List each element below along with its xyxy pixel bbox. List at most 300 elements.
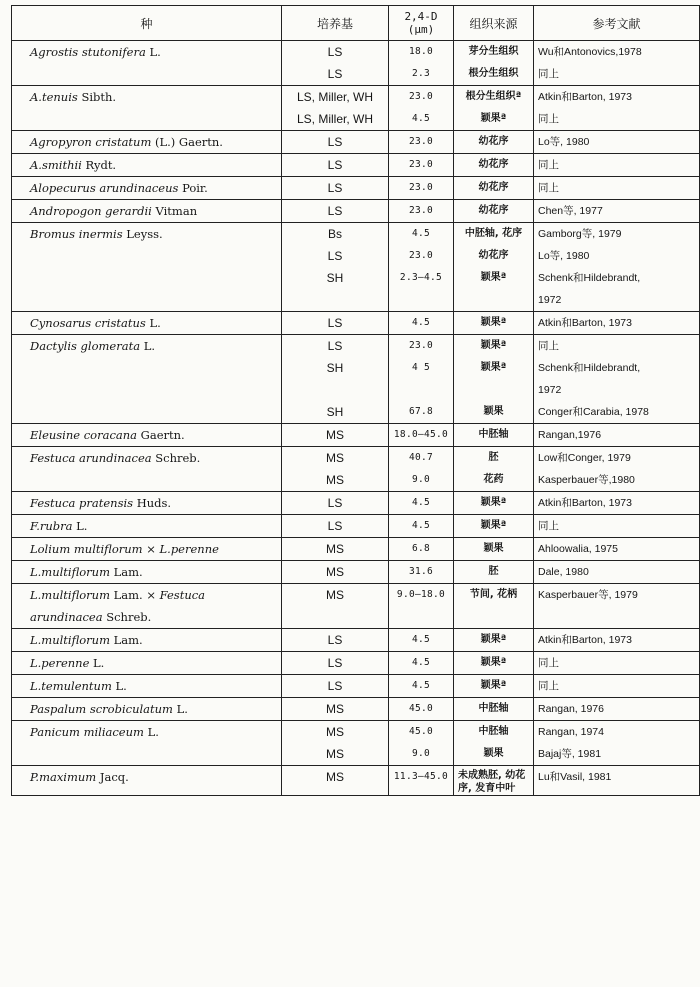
- species-author: L.: [176, 702, 188, 716]
- concentration-cell: [389, 721, 454, 766]
- tissue-cell-value: 幼花序: [478, 182, 509, 193]
- concentration-cell-value: [389, 379, 453, 401]
- reference-cell-value: Rangan, 1974: [538, 726, 604, 738]
- reference-cell-value: Wu和Antonovics,1978: [538, 46, 642, 58]
- species-name: Eleusine coracana: [30, 428, 138, 442]
- concentration-cell: [389, 177, 454, 200]
- medium-cell-value: SH: [326, 361, 344, 375]
- reference-cell: [534, 312, 700, 335]
- medium-cell-value: LS: [327, 679, 343, 693]
- concentration-cell: [389, 447, 454, 492]
- species-line: [30, 86, 281, 108]
- table-row: [12, 675, 700, 698]
- medium-cell: [282, 515, 389, 538]
- species-line: [30, 335, 281, 357]
- reference-cell-value: Low和Conger, 1979: [538, 452, 631, 464]
- reference-cell-value: Schenk和Hildebrandt,: [538, 362, 641, 374]
- species-line: [30, 584, 281, 606]
- concentration-cell-value: 45.0: [408, 726, 434, 737]
- species-author: (L.) Gaertn.: [155, 135, 223, 149]
- reference-cell: [534, 675, 700, 698]
- species-line: [30, 200, 281, 222]
- species-line: [30, 41, 281, 63]
- tissue-cell-value: 幼花序: [478, 250, 509, 261]
- species-author: Huds.: [136, 496, 172, 510]
- medium-cell-value: LS: [327, 181, 343, 195]
- species-cell: [12, 177, 282, 200]
- species-cell: [12, 131, 282, 154]
- species-cell: [12, 492, 282, 515]
- reference-cell: [534, 492, 700, 515]
- concentration-cell-value: 9.0—18.0: [396, 589, 446, 600]
- medium-cell-value: LS: [327, 135, 343, 149]
- medium-cell: [282, 200, 389, 223]
- table-row: [12, 515, 700, 538]
- species-name-3: arundinacea: [30, 610, 103, 624]
- table-row: [12, 131, 700, 154]
- concentration-cell-value: 4.5: [411, 317, 431, 328]
- species-name: F.rubra: [30, 519, 73, 533]
- tissue-cell-value: 花药: [483, 474, 504, 485]
- concentration-cell-value: 2.3: [411, 68, 431, 79]
- species-name: Agrostis stutonifera: [30, 45, 146, 59]
- concentration-cell-value: 23.0: [408, 91, 434, 102]
- medium-cell: [282, 41, 389, 86]
- tissue-cell-value: [454, 379, 533, 401]
- medium-cell-value: LS, Miller, WH: [296, 90, 373, 104]
- tissue-cell: [454, 335, 534, 424]
- reference-cell-value: 同上: [538, 182, 559, 194]
- species-name: L.multiflorum: [30, 633, 110, 647]
- species-cell: [12, 312, 282, 335]
- concentration-cell: [389, 652, 454, 675]
- reference-cell-value: Chen等, 1977: [538, 205, 603, 217]
- species-name: Paspalum scrobiculatum: [30, 702, 173, 716]
- tissue-cell: [454, 312, 534, 335]
- medium-cell: [282, 675, 389, 698]
- concentration-cell: [389, 515, 454, 538]
- reference-cell-value: Dale, 1980: [538, 566, 589, 578]
- concentration-cell-value: 23.0: [408, 250, 434, 261]
- tissue-cell-value: [454, 289, 533, 311]
- species-author: L.: [93, 656, 105, 670]
- medium-cell-value: SH: [326, 405, 344, 419]
- concentration-cell-value: 6.8: [411, 543, 431, 554]
- reference-cell: [534, 86, 700, 131]
- species-line: [30, 629, 281, 651]
- concentration-cell: [389, 766, 454, 796]
- medium-cell-value: LS: [327, 45, 343, 59]
- tissue-cell-value: 颖果: [483, 748, 504, 759]
- tissue-cell-value: 胚: [488, 566, 499, 577]
- table-row: [12, 447, 700, 492]
- tissue-cell: [454, 41, 534, 86]
- reference-cell-value: Conger和Carabia, 1978: [538, 406, 649, 418]
- reference-cell-value: Atkin和Barton, 1973: [538, 317, 632, 329]
- tissue-cell: [454, 698, 534, 721]
- concentration-cell-value: 23.0: [408, 136, 434, 147]
- species-name: Agropyron cristatum: [30, 135, 152, 149]
- tissue-cell: [454, 223, 534, 312]
- table-row: [12, 200, 700, 223]
- concentration-cell-value: 45.0: [408, 703, 434, 714]
- species-name: A.tenuis: [30, 90, 78, 104]
- species-author: L.: [143, 339, 156, 353]
- medium-cell-value: MS: [326, 588, 344, 602]
- tissue-cell-value: 幼花序: [478, 136, 509, 147]
- species-cell: [12, 223, 282, 312]
- tissue-cell-value: 颖果ª: [480, 362, 507, 373]
- species-name: Andropogon gerardii: [30, 204, 152, 218]
- reference-cell-value: 同上: [538, 68, 559, 80]
- species-line-2: [30, 606, 281, 628]
- tissue-cell: [454, 629, 534, 652]
- concentration-cell: [389, 41, 454, 86]
- medium-cell: [282, 177, 389, 200]
- reference-cell: [534, 131, 700, 154]
- medium-cell-value: Bs: [327, 227, 342, 241]
- species-author: Gaertn.: [140, 428, 185, 442]
- tissue-cell-value: 颖果ª: [480, 634, 507, 645]
- reference-cell: [534, 177, 700, 200]
- medium-cell-value: LS: [327, 656, 343, 670]
- species-name: Cynosarus cristatus: [30, 316, 146, 330]
- tissue-cell-value: 幼花序: [478, 159, 509, 170]
- medium-cell-value: MS: [326, 542, 344, 556]
- species-author: L.: [115, 679, 127, 693]
- concentration-cell-value: 4.5: [411, 634, 431, 645]
- reference-cell: [534, 154, 700, 177]
- tissue-cell-value: 颖果ª: [480, 317, 507, 328]
- species-author: L.: [147, 725, 159, 739]
- tissue-cell: [454, 675, 534, 698]
- concentration-cell-value: 2.3—4.5: [399, 272, 443, 283]
- reference-cell-value: 1972: [538, 294, 562, 306]
- table-row: [12, 312, 700, 335]
- medium-cell-value: LS: [327, 496, 343, 510]
- medium-cell-value: MS: [326, 428, 344, 442]
- table-body: [12, 41, 700, 796]
- concentration-cell-value: 31.6: [408, 566, 434, 577]
- medium-cell-value: MS: [326, 565, 344, 579]
- species-cell: [12, 86, 282, 131]
- species-name: Bromus inermis: [30, 227, 123, 241]
- tissue-cell-value: 颖果ª: [480, 272, 507, 283]
- species-line: [30, 492, 281, 514]
- reference-cell: [534, 561, 700, 584]
- concentration-cell-value: 4.5: [411, 228, 431, 239]
- table-row: [12, 41, 700, 86]
- species-cell: [12, 766, 282, 796]
- concentration-cell: [389, 154, 454, 177]
- species-name: L.perenne: [30, 656, 90, 670]
- concentration-cell-value: 4.5: [411, 497, 431, 508]
- concentration-cell: [389, 538, 454, 561]
- concentration-cell-value: 40.7: [408, 452, 434, 463]
- tissue-cell: [454, 154, 534, 177]
- table-row: [12, 86, 700, 131]
- reference-cell-value: Ahloowalia, 1975: [538, 543, 618, 555]
- medium-cell-value: LS, Miller, WH: [296, 112, 373, 126]
- table-row: [12, 721, 700, 766]
- concentration-cell-value: 18.0—45.0: [393, 429, 449, 440]
- tissue-cell-value: 节间, 花柄: [469, 589, 518, 600]
- header-concentration: [389, 6, 454, 41]
- table-row: [12, 177, 700, 200]
- species-author-2: Schreb.: [106, 610, 152, 624]
- concentration-cell-value: 4.5: [411, 113, 431, 124]
- tissue-cell-value: 颖果ª: [480, 497, 507, 508]
- species-cell: [12, 721, 282, 766]
- concentration-cell: [389, 223, 454, 312]
- tissue-cell-value: [454, 606, 533, 628]
- medium-cell: [282, 492, 389, 515]
- species-line: [30, 447, 281, 469]
- medium-cell-value: MS: [326, 747, 344, 761]
- concentration-cell: [389, 492, 454, 515]
- reference-cell-value: Atkin和Barton, 1973: [538, 497, 632, 509]
- concentration-cell-value: 23.0: [408, 182, 434, 193]
- medium-cell: [282, 447, 389, 492]
- reference-cell-value: 同上: [538, 520, 559, 532]
- table-row: [12, 154, 700, 177]
- medium-cell: [282, 561, 389, 584]
- medium-cell-value: LS: [327, 67, 343, 81]
- concentration-cell-value: 11.3—45.0: [393, 771, 449, 782]
- header-medium: 培养基: [282, 6, 389, 41]
- reference-cell: [534, 766, 700, 796]
- header-tissue: 组织来源: [454, 6, 534, 41]
- reference-cell-value: Kasperbauer等,1980: [538, 474, 635, 486]
- concentration-cell: [389, 561, 454, 584]
- medium-cell-value: LS: [327, 633, 343, 647]
- species-author: Lam. ×: [113, 588, 156, 602]
- header-conc-line2: (μm): [407, 23, 435, 36]
- reference-cell-value: Rangan,1976: [538, 429, 602, 441]
- reference-cell-value: Atkin和Barton, 1973: [538, 91, 632, 103]
- concentration-cell-value: [389, 606, 453, 628]
- species-name-2: Festuca: [159, 588, 206, 602]
- tissue-cell-value: 颖果: [483, 543, 504, 554]
- reference-cell: [534, 584, 700, 629]
- table-row: [12, 698, 700, 721]
- tissue-cell: [454, 86, 534, 131]
- reference-cell-value: Lo等, 1980: [538, 250, 590, 262]
- reference-cell: [534, 424, 700, 447]
- species-line: [30, 538, 281, 560]
- species-line: [30, 131, 281, 153]
- medium-cell-value: MS: [326, 702, 344, 716]
- medium-cell: [282, 223, 389, 312]
- medium-cell: [282, 721, 389, 766]
- tissue-cell: [454, 561, 534, 584]
- tissue-cell-value: 芽分生组织: [468, 46, 519, 57]
- concentration-cell-value: 23.0: [408, 340, 434, 351]
- tissue-cell: [454, 177, 534, 200]
- tissue-cell: [454, 721, 534, 766]
- header-species: 种: [12, 6, 282, 41]
- concentration-cell-value: 23.0: [408, 159, 434, 170]
- reference-cell-value: Gamborg等, 1979: [538, 228, 622, 240]
- species-name: L.multiflorum: [30, 588, 110, 602]
- medium-cell: [282, 312, 389, 335]
- header-conc-line1: 2,4-D: [404, 10, 438, 23]
- medium-cell: [282, 629, 389, 652]
- concentration-cell: [389, 698, 454, 721]
- tissue-cell-value: 颖果ª: [480, 657, 507, 668]
- reference-cell: [534, 200, 700, 223]
- medium-cell: [282, 538, 389, 561]
- medium-cell: [282, 335, 389, 424]
- reference-cell-value: 同上: [538, 159, 559, 171]
- tissue-cell: [454, 766, 534, 796]
- medium-cell-value: LS: [327, 158, 343, 172]
- species-cell: [12, 629, 282, 652]
- concentration-cell: [389, 131, 454, 154]
- species-cell: [12, 41, 282, 86]
- tissue-cell: [454, 131, 534, 154]
- reference-cell-value: 同上: [538, 113, 559, 125]
- medium-cell-value: [282, 379, 388, 401]
- table-row: [12, 492, 700, 515]
- table-row: [12, 652, 700, 675]
- reference-cell: [534, 698, 700, 721]
- medium-cell-value: MS: [326, 725, 344, 739]
- reference-cell-value: Rangan, 1976: [538, 703, 604, 715]
- tissue-cell: [454, 492, 534, 515]
- medium-cell-value: LS: [327, 316, 343, 330]
- tissue-cell-value: 中胚轴, 花序: [464, 228, 523, 239]
- concentration-cell-value: 4 5: [411, 362, 431, 373]
- reference-cell-value: Lu和Vasil, 1981: [538, 771, 612, 783]
- species-line: [30, 515, 281, 537]
- table-row: [12, 584, 700, 629]
- tissue-cell: [454, 652, 534, 675]
- species-name: L.temulentum: [30, 679, 112, 693]
- species-author: Poir.: [182, 181, 208, 195]
- species-cell: [12, 652, 282, 675]
- species-name: Lolium multiflorum × L.perenne: [30, 542, 219, 556]
- species-author: L.: [76, 519, 88, 533]
- concentration-cell-value: [389, 289, 453, 311]
- tissue-cell-value: 根分生组织: [468, 68, 519, 79]
- concentration-cell-value: 4.5: [411, 680, 431, 691]
- species-author: Vitman: [155, 204, 198, 218]
- species-author: L.: [149, 316, 161, 330]
- concentration-cell: [389, 424, 454, 447]
- tissue-cell-value: 幼花序: [478, 205, 509, 216]
- concentration-cell: [389, 200, 454, 223]
- species-line: [30, 154, 281, 176]
- medium-cell: [282, 766, 389, 796]
- species-cell: [12, 335, 282, 424]
- tissue-cell: [454, 424, 534, 447]
- medium-cell-value: LS: [327, 204, 343, 218]
- species-line: [30, 766, 281, 788]
- species-line: [30, 177, 281, 199]
- table-row: [12, 223, 700, 312]
- tissue-cell-value: 颖果: [483, 406, 504, 417]
- tissue-cell-value: 胚: [488, 452, 499, 463]
- header-row: [12, 6, 700, 41]
- species-author: Rydt.: [85, 158, 117, 172]
- reference-cell-value: 同上: [538, 680, 559, 692]
- concentration-cell-value: 67.8: [408, 406, 434, 417]
- species-cell: [12, 561, 282, 584]
- tissue-cell: [454, 584, 534, 629]
- medium-cell-value: [282, 289, 388, 311]
- concentration-cell: [389, 86, 454, 131]
- concentration-cell: [389, 629, 454, 652]
- concentration-cell-value: 18.0: [408, 46, 434, 57]
- species-line: [30, 561, 281, 583]
- species-line: [30, 424, 281, 446]
- concentration-cell-value: 9.0: [411, 474, 431, 485]
- reference-cell-value: Atkin和Barton, 1973: [538, 634, 632, 646]
- reference-cell-value: 同上: [538, 657, 559, 669]
- medium-cell-value: LS: [327, 519, 343, 533]
- table-row: [12, 424, 700, 447]
- species-author: Sibth.: [81, 90, 117, 104]
- reference-cell: [534, 447, 700, 492]
- species-cell: [12, 584, 282, 629]
- medium-cell: [282, 86, 389, 131]
- species-cell: [12, 538, 282, 561]
- species-line: [30, 312, 281, 334]
- species-name: L.multiflorum: [30, 565, 110, 579]
- medium-cell: [282, 131, 389, 154]
- concentration-cell-value: 9.0: [411, 748, 431, 759]
- species-line: [30, 721, 281, 743]
- species-cell: [12, 675, 282, 698]
- species-author: L.: [149, 45, 161, 59]
- species-cell: [12, 200, 282, 223]
- species-line: [30, 675, 281, 697]
- reference-cell: [534, 629, 700, 652]
- species-name: A.smithii: [30, 158, 82, 172]
- reference-cell: [534, 538, 700, 561]
- table-row: [12, 538, 700, 561]
- species-author: Jacq.: [99, 770, 129, 784]
- table-row: [12, 629, 700, 652]
- tissue-cell-value: 中胚轴: [478, 703, 509, 714]
- species-cell: [12, 447, 282, 492]
- tissue-cell-value: 颖果ª: [480, 340, 507, 351]
- species-name: Alopecurus arundinaceus: [30, 181, 179, 195]
- species-name: Panicum miliaceum: [30, 725, 144, 739]
- medium-cell-value: LS: [327, 249, 343, 263]
- reference-cell: [534, 223, 700, 312]
- reference-cell: [534, 41, 700, 86]
- species-name: Dactylis glomerata: [30, 339, 141, 353]
- species-name: Festuca pratensis: [30, 496, 134, 510]
- species-cell: [12, 154, 282, 177]
- species-cell: [12, 424, 282, 447]
- tissue-cell: [454, 538, 534, 561]
- tissue-cell-value: 中胚轴: [478, 726, 509, 737]
- tissue-cell-value: 未成熟胚, 幼花序, 发育中叶: [458, 770, 526, 794]
- concentration-cell-value: 23.0: [408, 205, 434, 216]
- species-author: Leyss.: [126, 227, 163, 241]
- species-line: [30, 652, 281, 674]
- tissue-cell-value: 中胚轴: [478, 429, 509, 440]
- tissue-cell-value: 颖果ª: [480, 113, 507, 124]
- reference-cell-value: Lo等, 1980: [538, 136, 590, 148]
- species-cell: [12, 515, 282, 538]
- species-author: Schreb.: [155, 451, 201, 465]
- species-name: Festuca arundinacea: [30, 451, 152, 465]
- header-reference: 参考文献: [534, 6, 700, 41]
